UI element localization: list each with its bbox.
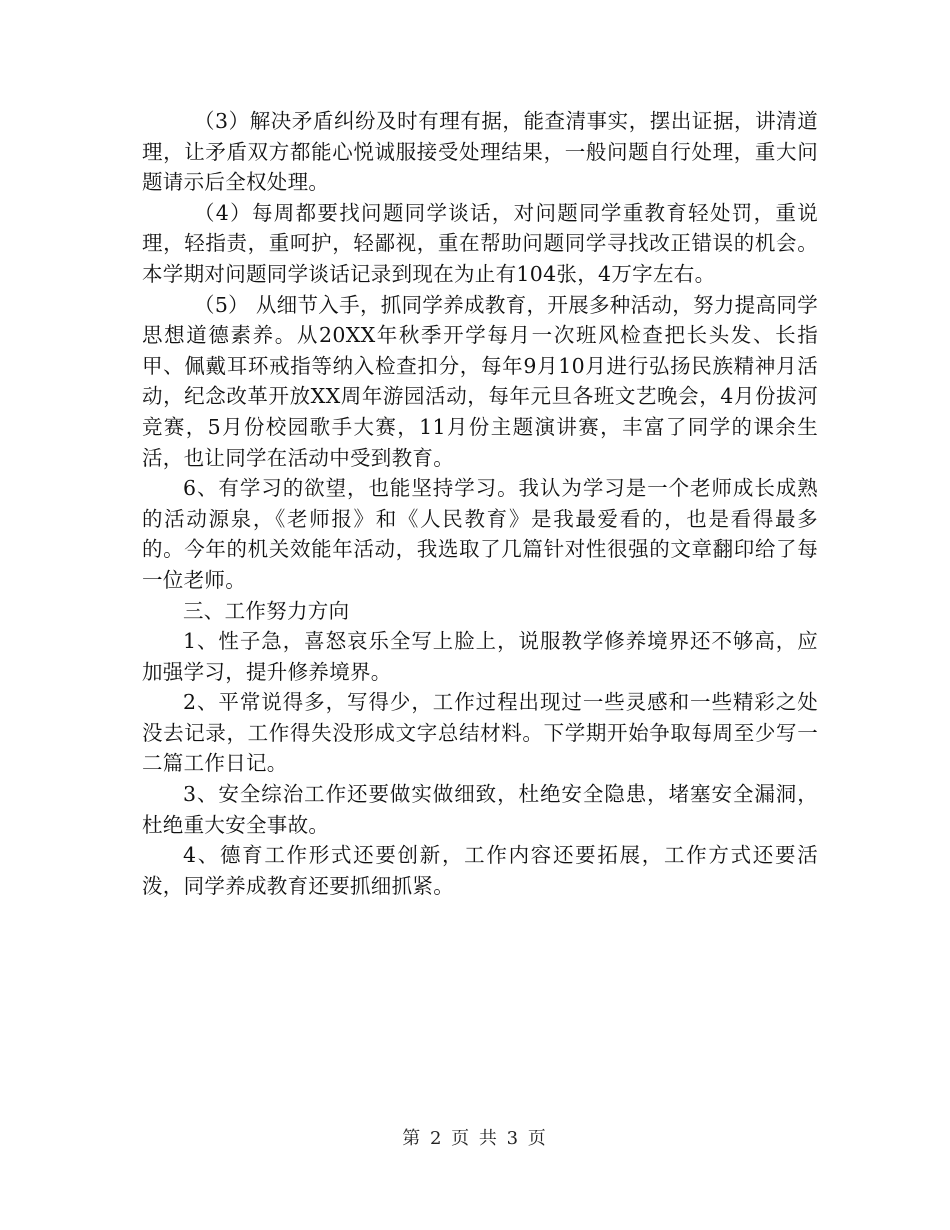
paragraph-item-3: （3）解决矛盾纠纷及时有理有据，能查清事实，摆出证据，讲清道理，让矛盾双方都能心悦诚服接受处理结果，一般问题自行处理，重大问题请示后全权处理。	[142, 109, 818, 195]
paragraph-direction-2: 2、平常说得多，写得少，工作过程出现过一些灵感和一些精彩之处没去记录，工作得失没形成文字总结材料。下学期开始争取每周至少写一二篇工作日记。	[142, 690, 818, 776]
document-body	[142, 106, 818, 901]
paragraph-direction-1: 1、性子急，喜怒哀乐全写上脸上，说服教学修养境界还不够高，应加强学习，提升修养境界。	[142, 629, 818, 684]
paragraph-item-4: （4）每周都要找问题同学谈话，对问题同学重教育轻处罚，重说理，轻指责，重呵护，轻鄙视，重在帮助问题同学寻找改正错误的机会。本学期对问题同学谈话记录到现在为止有104张，4万字左右。	[142, 200, 818, 286]
paragraph-item-5: （5） 从细节入手，抓同学养成教育，开展多种活动，努力提高同学思想道德素养。从20XX年秋季开学每月一次班风检查把长头发、长指甲、佩戴耳环戒指等纳入检查扣分，每年9月10月进行弘扬民族精神月活动，纪念改革开放XX周年游园活动，每年元旦各班文艺晚会，4月份拔河竞赛，5月份校园歌手大赛，11月份主题演讲赛，丰富了同学的课余生活，也让同学在活动中受到教育。	[142, 292, 818, 470]
section-heading: 三、工作努力方向	[183, 598, 350, 623]
paragraph-direction-3: 3、安全综治工作还要做实做细致，杜绝安全隐患，堵塞安全漏洞，杜绝重大安全事故。	[142, 782, 818, 837]
page-number-footer: 第 2 页 共 3 页	[402, 1128, 548, 1149]
paragraph-direction-4: 4、德育工作形式还要创新，工作内容还要拓展，工作方式还要活泼，同学养成教育还要抓细抓紧。	[142, 843, 818, 898]
paragraph-point-6: 6、有学习的欲望，也能坚持学习。我认为学习是一个老师成长成熟的活动源泉，《老师报》和《人民教育》是我最爱看的，也是看得最多的。今年的机关效能年活动，我选取了几篇针对性很强的文章翻印给了每一位老师。	[142, 476, 818, 592]
